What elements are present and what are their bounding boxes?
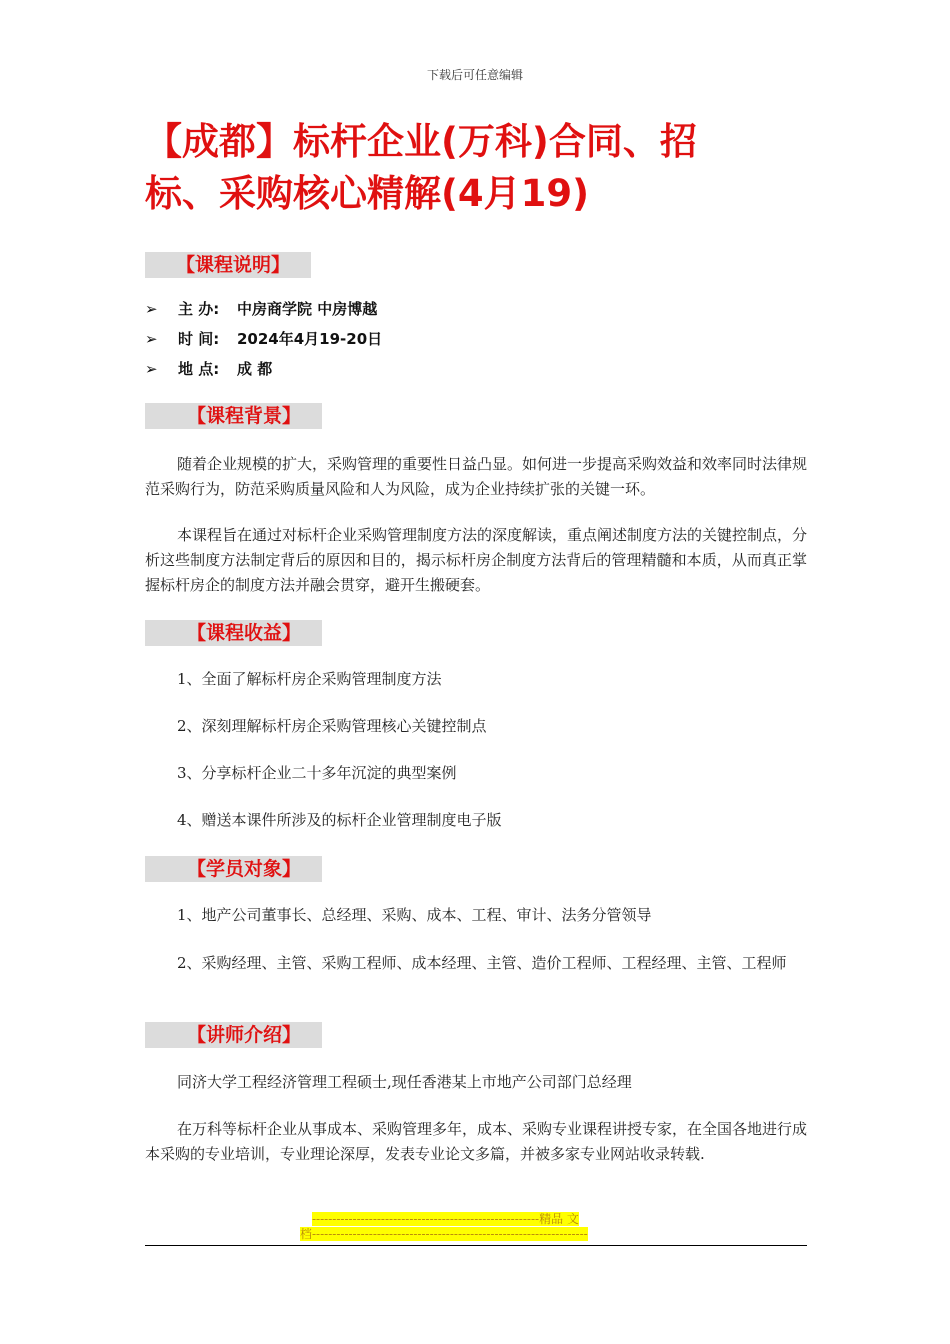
lecturer-paragraph-1: 同济大学工程经济管理工程硕士,现任香港某上市地产公司部门总经理: [177, 1073, 632, 1091]
section-heading-course-info: 【课程说明】: [145, 252, 311, 278]
benefit-item: 2、深刻理解标杆房企采购管理核心关键控制点: [177, 717, 487, 735]
arrow-bullet-icon: ➢: [145, 360, 158, 378]
audience-item: 2、采购经理、主管、采购工程师、成本经理、主管、造价工程师、工程经理、主管、工程师: [177, 954, 787, 972]
section-heading-background: 【课程背景】: [145, 403, 322, 429]
header-note: 下载后可任意编辑: [426, 68, 523, 82]
audience-item: 1、地产公司董事长、总经理、采购、成本、工程、审计、法务分管领导: [177, 906, 652, 924]
background-paragraph-2: 本课程旨在通过对标杆企业采购管理制度方法的深度解读，重点阐述制度方法的关键控制点，分析这些制度方法制定背后的原因和目的，揭示标杆房企制度方法背后的管理精髓和本质，从而真正掌握标杆房企的制度方法并融会贯穿，避开生搬硬套。: [145, 526, 808, 594]
footer-line-1: --------------------------------------------------------精品 文: [312, 1212, 579, 1226]
benefit-item: 3、分享标杆企业二十多年沉淀的典型案例: [177, 764, 457, 782]
title-line-2: 标、采购核心精解(4月19): [145, 172, 590, 215]
section-heading-audience: 【学员对象】: [145, 856, 322, 882]
section-heading-benefits: 【课程收益】: [145, 620, 322, 646]
footer-divider: [145, 1245, 807, 1246]
title-line-1: 【成都】标杆企业(万科)合同、招: [145, 120, 697, 163]
benefit-item: 1、全面了解标杆房企采购管理制度方法: [177, 670, 442, 688]
arrow-bullet-icon: ➢: [145, 330, 158, 348]
benefit-item: 4、赠送本课件所涉及的标杆企业管理制度电子版: [177, 811, 502, 829]
background-paragraph-1: 随着企业规模的扩大，采购管理的重要性日益凸显。如何进一步提高采购效益和效率同时法律规范采购行为，防范采购质量风险和人为风险，成为企业持续扩张的关键一环。: [145, 455, 808, 498]
document-title: [145, 116, 815, 220]
section-heading-lecturer: 【讲师介绍】: [145, 1022, 322, 1048]
arrow-bullet-icon: ➢: [145, 300, 158, 318]
lecturer-paragraph-2: 在万科等标杆企业从事成本、采购管理多年，成本、采购专业课程讲授专家，在全国各地进行成本采购的专业培训，专业理论深厚，发表专业论文多篇，并被多家专业网站收录转载.: [145, 1120, 808, 1163]
footer-line-2: 档--------------------------------------------------------------------: [300, 1227, 588, 1241]
